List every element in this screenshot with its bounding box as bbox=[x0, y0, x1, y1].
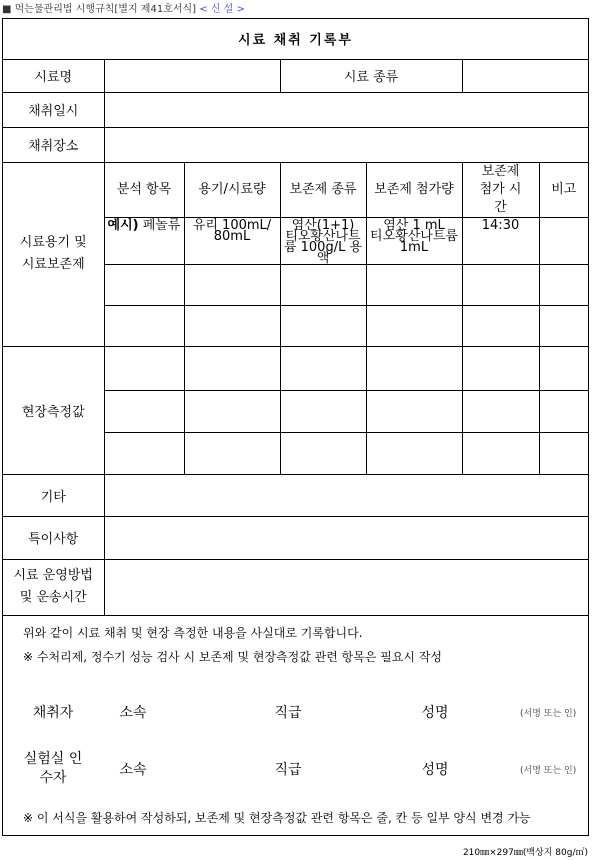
table-cell[interactable] bbox=[539, 305, 588, 346]
sample-type-field[interactable] bbox=[462, 59, 588, 92]
transport-field[interactable] bbox=[104, 559, 588, 615]
collector-affiliation-label: 소속 bbox=[119, 705, 147, 721]
table-cell[interactable] bbox=[280, 264, 366, 305]
footnote: ※ 이 서식을 활용하여 작성하되, 보존제 및 현장측정값 관련 항목은 줄, 칸 등 일부 양식 변경 가능 bbox=[23, 811, 531, 825]
table-cell[interactable] bbox=[104, 390, 184, 432]
receiver-name-label: 성명 bbox=[421, 762, 449, 778]
receiver-position-label: 직급 bbox=[274, 762, 302, 778]
collector-role: 채취자 bbox=[32, 705, 74, 721]
place-label: 채취장소 bbox=[3, 127, 104, 162]
example-note[interactable] bbox=[539, 217, 588, 264]
field-measure-label: 현장측정값 bbox=[3, 346, 104, 474]
table-cell[interactable] bbox=[104, 346, 184, 390]
table-cell[interactable] bbox=[366, 305, 462, 346]
collector-name-label: 성명 bbox=[421, 705, 449, 721]
table-cell[interactable] bbox=[462, 305, 539, 346]
col-analysis-item: 분석 항목 bbox=[104, 162, 184, 217]
table-cell[interactable] bbox=[462, 346, 539, 390]
table-cell[interactable] bbox=[539, 390, 588, 432]
record-table bbox=[3, 19, 588, 616]
table-cell[interactable] bbox=[539, 346, 588, 390]
table-cell[interactable] bbox=[104, 432, 184, 474]
place-field[interactable] bbox=[104, 127, 588, 162]
table-cell[interactable] bbox=[280, 390, 366, 432]
other-field[interactable] bbox=[104, 474, 588, 516]
table-cell[interactable] bbox=[280, 432, 366, 474]
statement-line-2: ※ 수처리제, 정수기 성능 검사 시 보존제 및 현장측정값 관련 항목은 필요시 작성 bbox=[23, 650, 442, 664]
table-cell[interactable] bbox=[366, 390, 462, 432]
example-preservative[interactable]: 염산(1+1) 티오황산나트륨 100g/L 용액 bbox=[280, 217, 366, 264]
paper-spec: 210㎜×297㎜(백상지 80g/㎡) bbox=[462, 848, 588, 858]
lab-receiver-role: 실험실 인수자 bbox=[23, 751, 83, 786]
example-item[interactable]: 예시) 페놀류 bbox=[104, 217, 184, 264]
col-preservative-type: 보존제 종류 bbox=[280, 162, 366, 217]
table-cell[interactable] bbox=[184, 346, 280, 390]
container-label: 시료용기 및 시료보존제 bbox=[3, 162, 104, 346]
table-cell[interactable] bbox=[366, 432, 462, 474]
example-time[interactable]: 14:30 bbox=[462, 217, 539, 264]
table-cell[interactable] bbox=[280, 346, 366, 390]
table-cell[interactable] bbox=[184, 390, 280, 432]
table-cell[interactable] bbox=[184, 305, 280, 346]
collector-sign-field[interactable]: (서명 또는 인) bbox=[520, 709, 577, 719]
date-label: 채취일시 bbox=[3, 92, 104, 127]
example-volume[interactable]: 유리 100mL/ 80mL bbox=[184, 217, 280, 264]
table-cell[interactable] bbox=[104, 305, 184, 346]
sample-name-label: 시료명 bbox=[3, 59, 104, 92]
sample-name-field[interactable] bbox=[104, 59, 280, 92]
table-cell[interactable] bbox=[539, 432, 588, 474]
col-note: 비고 bbox=[539, 162, 588, 217]
new-label[interactable]: < 신 설 > bbox=[199, 4, 245, 15]
table-cell[interactable] bbox=[462, 390, 539, 432]
table-cell[interactable] bbox=[104, 264, 184, 305]
date-field[interactable] bbox=[104, 92, 588, 127]
col-preservative-time: 보존제 첨가 시간 bbox=[462, 162, 539, 217]
collector-position-label: 직급 bbox=[274, 705, 302, 721]
table-cell[interactable] bbox=[539, 264, 588, 305]
form-header bbox=[2, 0, 245, 15]
transport-label: 시료 운영방법 및 운송시간 bbox=[3, 559, 104, 615]
table-cell[interactable] bbox=[184, 432, 280, 474]
table-cell[interactable] bbox=[462, 432, 539, 474]
col-preservative-amount: 보존제 첨가량 bbox=[366, 162, 462, 217]
table-cell[interactable] bbox=[366, 346, 462, 390]
special-label: 특이사항 bbox=[3, 516, 104, 559]
special-field[interactable] bbox=[104, 516, 588, 559]
other-label: 기타 bbox=[3, 474, 104, 516]
example-amount[interactable]: 염산 1 mL 티오황산나트륨 1mL bbox=[366, 217, 462, 264]
form-reference: ■ 먹는물관리법 시행규칙[별지 제41호서식] bbox=[2, 4, 197, 15]
col-container-volume: 용기/시료량 bbox=[184, 162, 280, 217]
table-cell[interactable] bbox=[366, 264, 462, 305]
form-title: 시료 채취 기록부 bbox=[3, 19, 588, 59]
receiver-sign-field[interactable]: (서명 또는 인) bbox=[520, 766, 577, 776]
table-cell[interactable] bbox=[280, 305, 366, 346]
sample-type-label: 시료 종류 bbox=[280, 59, 462, 92]
form-frame bbox=[2, 18, 589, 836]
statement-line-1: 위와 같이 시료 채취 및 현장 측정한 내용을 사실대로 기록합니다. bbox=[23, 626, 363, 640]
table-cell[interactable] bbox=[462, 264, 539, 305]
table-cell[interactable] bbox=[184, 264, 280, 305]
receiver-affiliation-label: 소속 bbox=[119, 762, 147, 778]
